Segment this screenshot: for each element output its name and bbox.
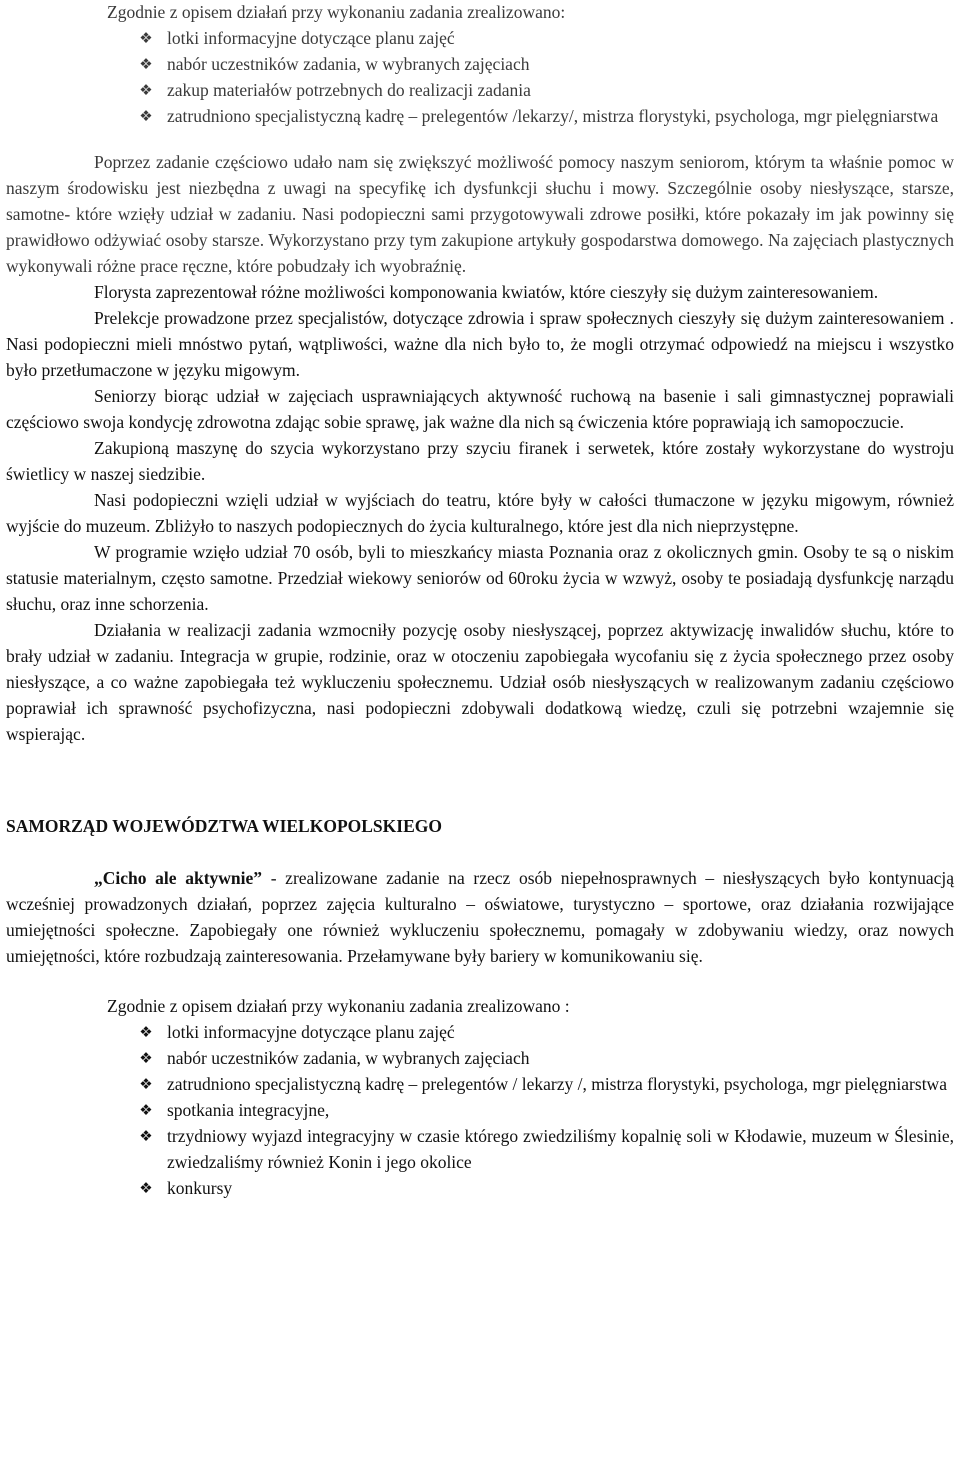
paragraph: Działania w realizacji zadania wzmocniły pozycję osoby niesłyszącej, poprzez aktywizację inwalidów słuchu, które to brały udział w zadaniu. Integracja w grupie, rodzinie, oraz w otoczeniu zapobiegała wycofaniu się z życia społecznego przez osoby niesłyszące, a co ważne zapobiegała też wykluczeniu społecznemu. Udział osób niesłyszących w realizowanym zadaniu częściowo poprawiał ich sprawność psychofizyczna, nasi podopieczni zdobywali dodatkową wiedzę, czuli się potrzebni wzajemnie się wspierając. [6,620,954,744]
list-item: ❖ trzydniowy wyjazd integracyjny w czasie którego zwiedziliśmy kopalnię soli w Kłodawie, muzeum w Ślesinie, zwiedzaliśmy również Konin i jego okolice [167,1123,954,1175]
list-item: ❖ zakup materiałów potrzebnych do realizacji zadania [167,77,954,103]
paragraph: W programie wzięło udział 70 osób, byli to mieszkańcy miasta Poznania oraz z okolicznych gmin. Osoby te są o niskim statusie materialnym, często samotne. Przedział wiekowy seniorów od 60roku życia w wzwyż, osoby te posiadają dysfunkcję narządu słuchu, oraz inne schorzenia. [6,542,954,614]
section1-bullet-list [6,25,954,129]
diamond-flower-icon: ❖ [139,55,153,73]
list-item: ❖ nabór uczestników zadania, w wybranych zajęciach [167,51,954,77]
paragraph: Nasi podopieczni wzięli udział w wyjściach do teatru, które były w całości tłumaczone w języku migowym, również wyjście do muzeum. Zbliżyło to naszych podopiecznych do życia kulturalnego, które jest dla nich nieprzystępne. [6,490,954,536]
list-item: ❖ lotki informacyjne dotyczące planu zajęć [167,1019,954,1045]
task-title: „Cicho ale aktywnie” [94,868,263,888]
diamond-flower-icon: ❖ [139,1075,153,1093]
section2-bullet-list [6,1019,954,1201]
section1-intro: Zgodnie z opisem działań przy wykonaniu zadania zrealizowano: [107,2,566,22]
list-item: ❖ zatrudniono specjalistyczną kadrę – prelegentów / lekarzy /, mistrza florystyki, psychologa, mgr pielęgniarstwa [167,1071,954,1097]
list-item: ❖ zatrudniono specjalistyczną kadrę – prelegentów /lekarzy/, mistrza florystyki, psychologa, mgr pielęgniarstwa [167,103,954,129]
list-item: ❖ spotkania integracyjne, [167,1097,954,1123]
list-item: ❖ konkursy [167,1175,954,1201]
diamond-flower-icon: ❖ [139,107,153,125]
section-heading: SAMORZĄD WOJEWÓDZTWA WIELKOPOLSKIEGO [6,816,442,836]
section2-intro: Zgodnie z opisem działań przy wykonaniu zadania zrealizowano : [107,996,570,1016]
diamond-flower-icon: ❖ [139,1101,153,1119]
task-description: „Cicho ale aktywnie” - zrealizowane zadanie na rzecz osób niepełnosprawnych – niesłyszących było kontynuacją wcześniej prowadzonych działań, poprzez zajęcia kulturalno – oświatowe, turystyczno – sportowe, oraz działania rozwijające umiejętności społeczne. Zapobiegały one również wykluczeniu społecznemu, pomagały w zdobywaniu wiedzy, oraz nowych umiejętności, które rozbudzają zainteresowania. Przełamywane były bariery w komunikowaniu się. [6,868,954,966]
diamond-flower-icon: ❖ [139,1127,153,1145]
diamond-flower-icon: ❖ [139,81,153,99]
paragraph: Zakupioną maszynę do szycia wykorzystano przy szyciu firanek i serwetek, które zostały wykorzystane do wystroju świetlicy w naszej siedzibie. [6,438,954,484]
diamond-flower-icon: ❖ [139,1023,153,1041]
paragraph: Florysta zaprezentował różne możliwości komponowania kwiatów, które cieszyły się dużym zainteresowaniem. [94,282,879,302]
list-item: ❖ nabór uczestników zadania, w wybranych zajęciach [167,1045,954,1071]
diamond-flower-icon: ❖ [139,1179,153,1197]
diamond-flower-icon: ❖ [139,29,153,47]
diamond-flower-icon: ❖ [139,1049,153,1067]
paragraph: Seniorzy biorąc udział w zajęciach usprawniających aktywność ruchową na basenie i sali gimnastycznej poprawiali częściowo swoja kondycję zdrowotna zdając sobie sprawę, jak ważne dla nich są ćwiczenia które poprawiają ich samopoczucie. [6,386,954,432]
paragraph: Poprzez zadanie częściowo udało nam się zwiększyć możliwość pomocy naszym seniorom, którym ta właśnie pomoc w naszym środowisku jest niezbędna z uwagi na specyfikę ich dysfunkcji słuchu i mowy. Szczególnie osoby niesłyszące, starsze, samotne- które wzięły udział w zadaniu. Nasi podopieczni sami przygotowywali zdrowe posiłki, które pokazały im jak powinny się prawidłowo odżywiać osoby starsze. Wykorzystano przy tym zakupione artykuły gospodarstwa domowego. Na zajęciach plastycznych wykonywali różne prace ręczne, które pobudzały ich wyobraźnię. [6,152,954,276]
list-item: ❖ lotki informacyjne dotyczące planu zajęć [167,25,954,51]
paragraph: Prelekcje prowadzone przez specjalistów, dotyczące zdrowia i spraw społecznych cieszyły się dużym zainteresowaniem . Nasi podopieczni mieli mnóstwo pytań, wątpliwości, ważne dla nich było to, że mogli otrzymać odpowiedź na miejscu i wszystko było przetłumaczone w języku migowym. [6,308,954,380]
document-page [6,0,954,1201]
